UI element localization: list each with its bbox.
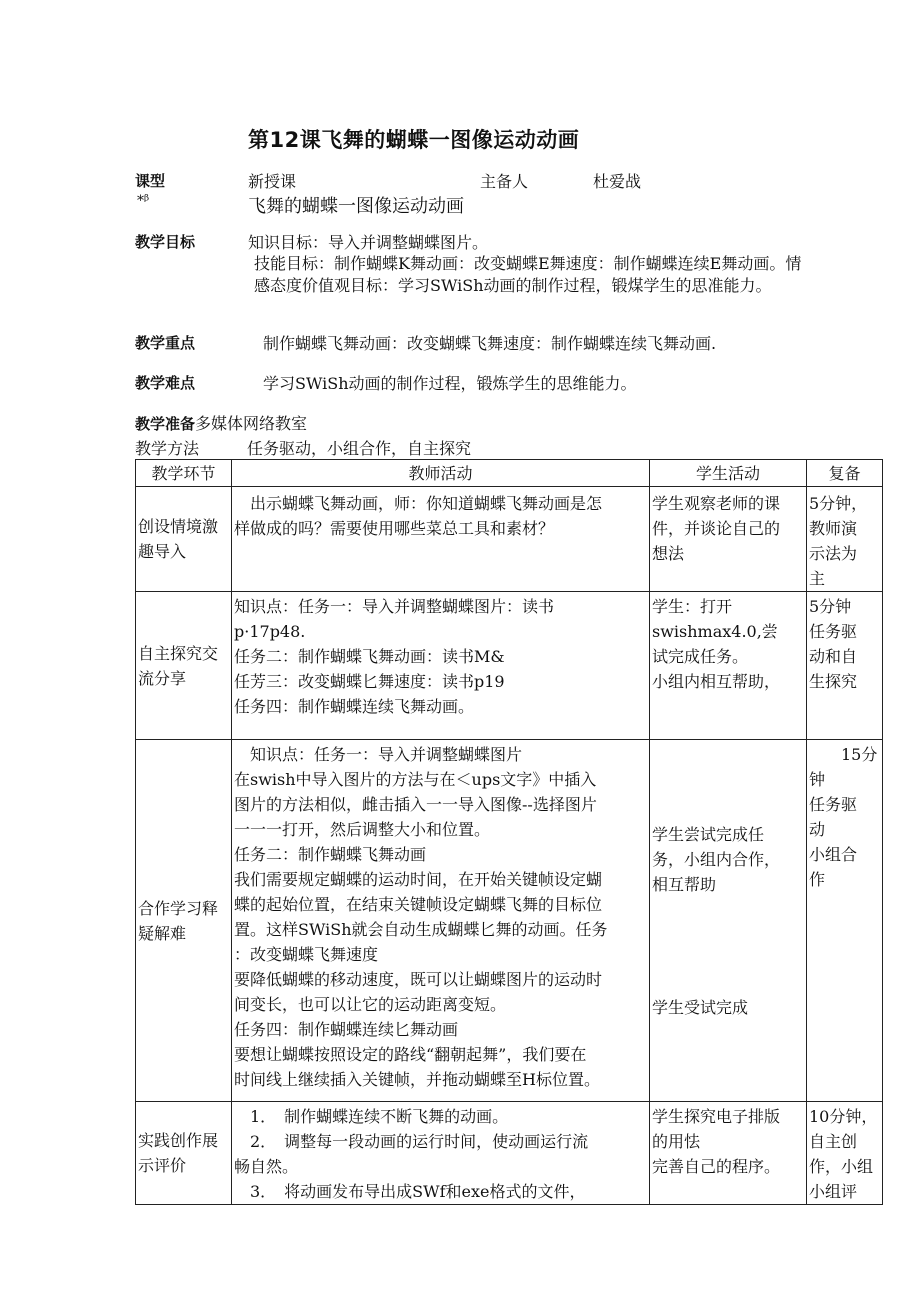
methods-label: 教学方法	[135, 439, 200, 458]
type-value: 新授课	[248, 172, 297, 191]
difficulties-value: 学习SWiSh动画的制作过程，锻炼学生的思维能力。	[263, 374, 637, 393]
stage-cell: 合作学习释 疑解难	[136, 740, 232, 1102]
notes-cell: 10分钟， 自主创 作，小组 小组评	[807, 1102, 883, 1205]
topic-value: 飞舞的蝴蝶一图像运动动画	[248, 196, 464, 217]
table-row	[136, 592, 883, 740]
topic-label: *ᵝ	[137, 193, 150, 209]
page-title: 第12课飞舞的蝴蝶一图像运动动画	[248, 128, 580, 152]
goal-line: 感态度价值观目标：学习SWiSh动画的制作过程，锻煤学生的思准能力。	[254, 276, 772, 295]
key-points-label: 教学重点	[135, 334, 196, 352]
goal-line: 技能目标：制作蝴蝶K舞动画：改变蝴蝶E舞速度：制作蝴蝶连续E舞动画。情	[254, 254, 802, 273]
student-cell: 学生尝试完成任 务，小组内合作， 相互帮助 学生受试完成	[650, 740, 807, 1102]
methods-value: 任务驱动，小组合作，自主探究	[247, 439, 472, 458]
teacher-cell: 出示蝴蝶飞舞动画，师：你知道蝴蝶飞舞动画是怎 样做成的吗？需要使用哪些菜总工具和素材？	[232, 487, 650, 592]
col-header-student: 学生活动	[650, 460, 807, 487]
col-header-stage: 教学环节	[136, 460, 232, 487]
notes-cell: 5分钟 任务驱 动和自 生探究	[807, 592, 883, 740]
goals-label: 教学目标	[135, 233, 196, 251]
student-cell: 学生观察老师的课 件，并谈论自己的 想法	[650, 487, 807, 592]
preparation-row	[135, 411, 307, 434]
notes-cell: 15分 钟 任务驱 动 小组合 作	[807, 740, 883, 1102]
lesson-plan-table	[135, 459, 883, 1205]
goal-line: 知识目标：导入并调整蝴蝶图片。	[248, 233, 489, 252]
key-points-value: 制作蝴蝶飞舞动画：改变蝴蝶飞舞速度：制作蝴蝶连续飞舞动画.	[263, 334, 717, 353]
difficulties-label: 教学难点	[135, 374, 196, 392]
student-cell: 学生：打开 swishmax4.0,尝 试完成任务。 小组内相互帮助，	[650, 592, 807, 740]
notes-cell: 5分钟， 教师演 示法为 主	[807, 487, 883, 592]
table-row	[136, 1102, 883, 1205]
teacher-cell: 1． 制作蝴蝶连续不断飞舞的动画。 2． 调整每一段动画的运行时间，使动画运行流 畅自然。 3． 将动画发布导出成SWf和exe格式的文件，	[232, 1102, 650, 1205]
table-row	[136, 487, 883, 592]
teacher-cell: 知识点：任务一：导入并调整蝴蝶图片 在swish中导入图片的方法与在＜ups文字》中插入 图片的方法相似，雌击插入一一导入图像--选择图片 一一一打开，然后调整大小和位置。 任务二：制作蝴蝶飞舞动画 我们需要规定蝴蝶的运动时间，在开始关键帧设定蝴 蝶的起始位置，在结束关键帧设定蝴蝶飞舞的目标位 置。这样SWiSh就会自动生成蝴蝶匕舞的动画。任务 ：改变蝴蝶飞舞速度 要降低蝴蝶的移动速度，既可以让蝴蝶图片的运动时 间变长，也可以让它的运动距离变短。 任务四：制作蝴蝶连续匕舞动画 要想让蝴蝶按照设定的路线“翻朝起舞”，我们要在 时间线上继续插入关键帧，并拖动蝴蝶至H标位置。	[232, 740, 650, 1102]
col-header-notes: 复备	[807, 460, 883, 487]
type-label: 课型	[135, 172, 166, 190]
col-header-teacher: 教师活动	[232, 460, 650, 487]
table-header-row	[136, 460, 883, 487]
preparer-label: 主备人	[480, 172, 529, 191]
stage-cell: 创设情境激 趣导入	[136, 487, 232, 592]
teacher-cell: 知识点：任务一：导入并调整蝴蝶图片：读书 p·17p48. 任务二：制作蝴蝶飞舞动画：读书M& 任芳三：改变蝴蝶匕舞速度：读书p19 任务四：制作蝴蝶连续飞舞动画。	[232, 592, 650, 740]
preparation-label: 教学准备	[135, 415, 196, 433]
table-row	[136, 740, 883, 1102]
preparer-value: 杜爱战	[593, 172, 642, 191]
student-cell: 学生探究电子排版 的用怯 完善自己的程序。	[650, 1102, 807, 1205]
stage-cell: 自主探究交 流分享	[136, 592, 232, 740]
preparation-value: 多媒体网络教室	[195, 414, 308, 433]
stage-cell: 实践创作展 示评价	[136, 1102, 232, 1205]
